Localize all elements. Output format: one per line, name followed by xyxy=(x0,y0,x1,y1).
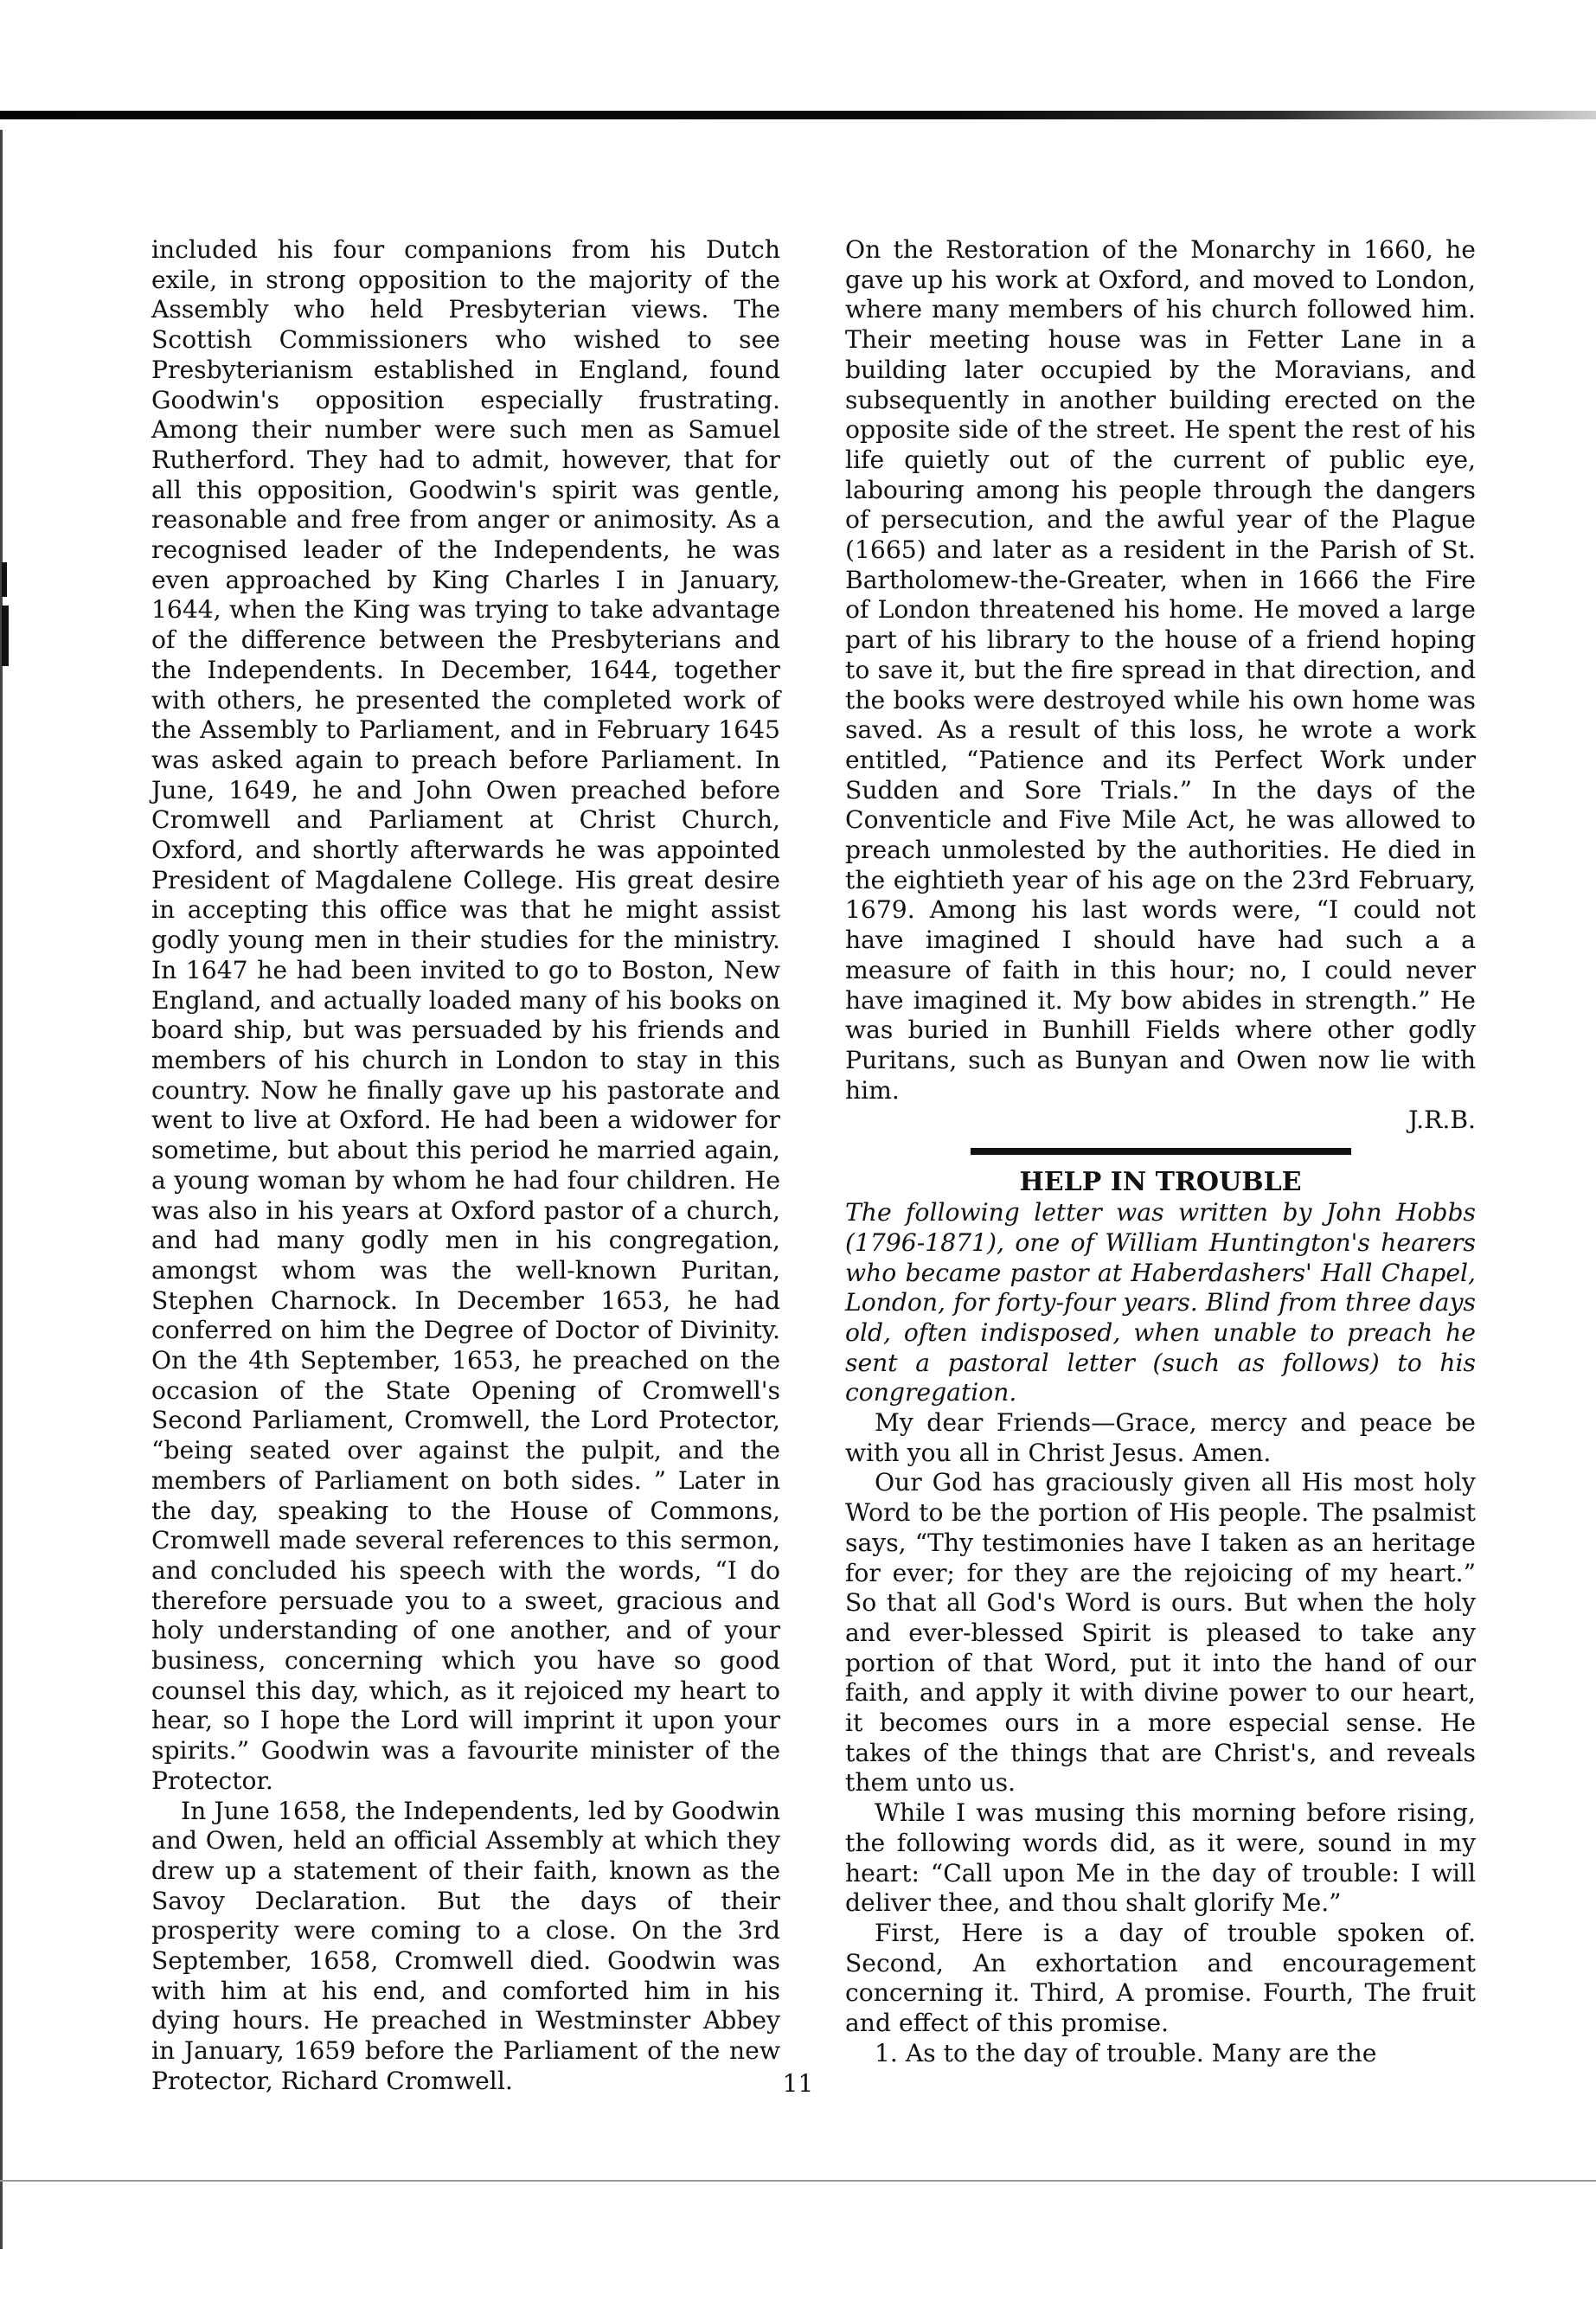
left-column xyxy=(151,235,780,2097)
letter-paragraph: First, Here is a day of trouble spoken of. Second, An exhortation and encouragement concerning it. Third, A promise. Fourth, The fruit and effect of this promise. xyxy=(845,1918,1476,2038)
scan-artifact-mark xyxy=(2,562,7,597)
introductory-note: The following letter was written by John Hobbs (1796-1871), one of William Huntington's hearers who became pastor at Haberdashers' Hall Chapel, London, for forty-four years. Blind from three days old, often indisposed, when unable to preach he sent a pastoral letter (such as follows) to his congregation. xyxy=(845,1198,1476,1407)
scan-top-border xyxy=(0,111,1596,119)
author-signature: J.R.B. xyxy=(1408,1106,1476,1135)
body-paragraph: In June 1658, the Independents, led by Goodwin and Owen, held an official Assembly at which they drew up a statement of their faith, known as the Savoy Declaration. But the days of their prosperity were coming to a close. On the 3rd September, 1658, Cromwell died. Goodwin was with him at his end, and comforted him in his dying hours. He preached in Westminster Abbey in January, 1659 before the Parliament of the new Protector, Richard Cromwell. xyxy=(151,1796,780,2095)
scan-bottom-line xyxy=(0,2180,1596,2182)
body-paragraph: On the Restoration of the Monarchy in 1660, he gave up his work at Oxford, and moved to London, where many members of his church followed him. Their meeting house was in Fetter Lane in a building later occupied by the Moravians, and subsequently in another building erected on the opposite side of the street. He spent the rest of his life quietly out of the current of public eye, labouring among his people through the dangers of persecution, and the awful year of the Plague (1665) and later as a resident in the Parish of St. Bartholomew-the-Greater, when in 1666 the Fire of London threatened his home. He moved a large part of his library to the house of a friend hoping to save it, but the fire spread in that direction, and the books were destroyed while his own home was saved. As a result of this loss, he wrote a work entitled, “Patience and its Perfect Work under Sudden and Sore Trials.” In the days of the Conventicle and Five Mile Act, he was allowed to preach unmolested by the authorities. He died in the eightieth year of his age on the 23rd February, 1679. Among his last words were, “I could not have imagined I should have had such a a measure of faith in this hour; no, I could never have imagined it. My bow abides in strength.” He was buried in Bunhill Fields where other godly Puritans, such as Bunyan and Owen now lie with him. xyxy=(845,235,1476,1105)
body-paragraph: included his four companions from his Dutch exile, in strong opposition to the majority of the Assembly who held Presbyterian views. The Scottish Commissioners who wished to see Presbyterianism established in England, found Goodwin's opposition especially frustrating. Among their number were such men as Samuel Rutherford. They had to admit, however, that for all this opposition, Goodwin's spirit was gentle, reasonable and free from anger or animosity. As a recognised leader of the Independents, he was even approached by King Charles I in January, 1644, when the King was trying to take advantage of the difference between the Presbyterians and the Independents. In December, 1644, together with others, he presented the completed work of the Assembly to Parliament, and in February 1645 was asked again to preach before Parliament. In June, 1649, he and John Owen preached before Cromwell and Parliament at Christ Church, Oxford, and shortly afterwards he was appointed President of Magdalene College. His great desire in accepting this office was that he might assist godly young men in their studies for the ministry. In 1647 he had been invited to go to Boston, New England, and actually loaded many of his books on board ship, but was persuaded by his friends and members of his church in London to stay in this country. Now he finally gave up his pastorate and went to live at Oxford. He had been a widower for sometime, but about this period he married again, a young woman by whom he had four children. He was also in his years at Oxford pastor of a church, and had many godly men in his congregation, amongst whom was the well-known Puritan, Stephen Charnock. In December 1653, he had conferred on him the Degree of Doctor of Divinity. On the 4th September, 1653, he preached on the occasion of the State Opening of Cromwell's Second Parliament, Cromwell, the Lord Protector, “being seated over against the pulpit, and the members of Parliament on both sides. ” Later in the day, speaking to the House of Commons, Cromwell made several references to this sermon, and concluded his speech with the words, “I do therefore persuade you to a sweet, gracious and holy understanding of one another, and of your business, concerning which you have so good counsel this day, which, as it rejoiced my heart to hear, so I hope the Lord will imprint it upon your spirits.” Goodwin was a favourite minister of the Protector. xyxy=(151,235,780,1795)
letter-paragraph: 1. As to the day of trouble. Many are the xyxy=(875,2038,1377,2067)
section-divider xyxy=(971,1148,1351,1155)
section-heading: HELP IN TROUBLE xyxy=(1019,1167,1302,1198)
right-column xyxy=(845,235,1476,2068)
letter-paragraph: My dear Friends—Grace, mercy and peace be with you all in Christ Jesus. Amen. xyxy=(845,1408,1476,1467)
letter-paragraph: While I was musing this morning before rising, the following words did, as it were, sound in my heart: “Call upon Me in the day of trouble: I will deliver thee, and thou shalt glorify Me.” xyxy=(845,1798,1476,1918)
page-number: 11 xyxy=(782,2069,814,2098)
letter-paragraph: Our God has graciously given all His most holy Word to be the portion of His people. The psalmist says, “Thy testimonies have I taken as an heritage for ever; for they are the rejoicing of my heart.” So that all God's Word is ours. But when the holy and ever-blessed Spirit is pleased to take any portion of that Word, put it into the hand of our faith, and apply it with divine power to our heart, it becomes ours in a more especial sense. He takes of the things that are Christ's, and reveals them unto us. xyxy=(845,1468,1476,1798)
scan-artifact-mark xyxy=(2,606,9,666)
scan-left-edge xyxy=(0,130,3,2249)
